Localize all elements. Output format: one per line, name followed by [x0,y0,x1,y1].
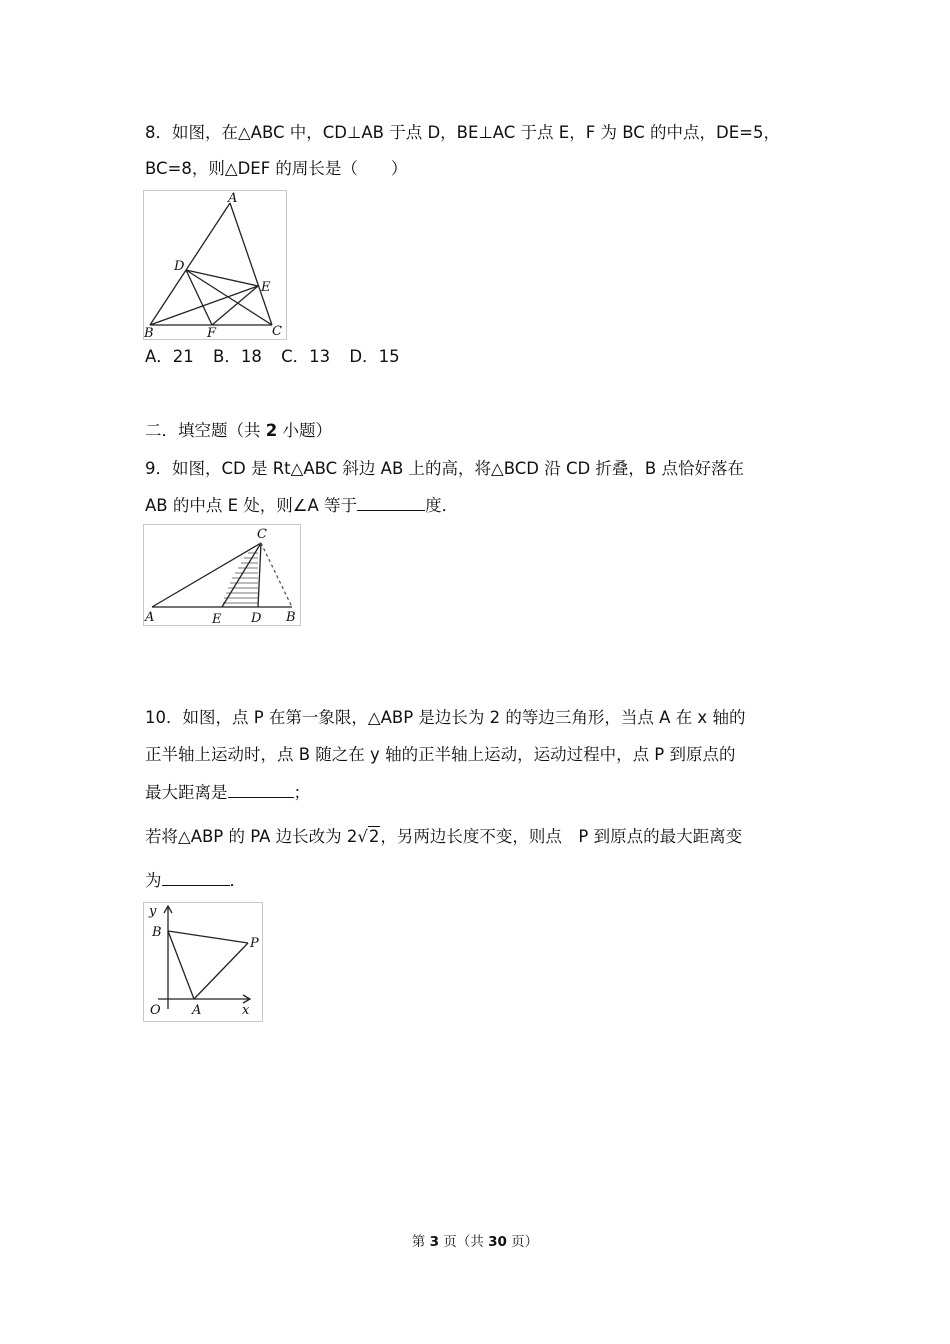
label-e: E [261,280,271,295]
q9-figure [143,524,301,626]
q9-line1: 9．如图，CD 是 Rt△ABC 斜边 AB 上的高，将△BCD 沿 CD 折叠，B 点恰好落在 [145,459,744,478]
q8-line1: 8．如图，在△ABC 中，CD⊥AB 于点 D，BE⊥AC 于点 E，F 为 BC 的中点，DE=5， [145,123,780,142]
q10-answer-blank-2[interactable] [162,869,230,886]
segment-ef [212,286,258,325]
label-d: D [251,611,262,625]
segment-bp [168,931,248,943]
option-d[interactable]: D．15 [349,347,400,366]
q10-line5: 为 ． [145,871,246,890]
label-f: F [207,326,217,339]
q9-line2: AB 的中点 E 处，则∠A 等于 度． [145,496,459,515]
page-total: 30 [488,1234,507,1250]
segment-de [186,270,258,286]
label-e: E [212,612,222,625]
q10-figure [143,902,263,1022]
option-c[interactable]: C．13 [281,347,331,366]
label-a: A [192,1003,202,1018]
label-b: B [144,326,154,339]
label-c: C [272,324,282,339]
label-b: B [286,610,296,625]
section-count: 2 [265,421,278,440]
segment-ac [152,543,261,607]
option-a[interactable]: A．21 [145,347,194,366]
segment-cb-dashed [261,543,292,607]
label-y: y [149,904,157,919]
segment-ba [168,931,194,999]
q10-answer-blank-1[interactable] [228,781,294,798]
q10-line1: 10．如图，点 P 在第一象限，△ABP 是边长为 2 的等边三角形，当点 A 在 x 轴的 [145,708,746,727]
page-footer: 第 3 页（共 30 页） [411,1234,539,1250]
q10-line2: 正半轴上运动时，点 B 随之在 y 轴的正半轴上运动，运动过程中，点 P 到原点的 [145,745,736,764]
segment-ce [222,543,261,607]
label-b: B [152,925,162,940]
section-heading: 二．填空题（共 2 小题） [145,421,332,440]
label-o: O [150,1003,161,1018]
segment-ap [194,943,248,999]
label-a: A [228,191,238,206]
q9-triangle-diagram [144,525,300,625]
label-p: P [250,936,259,951]
radicand: 2 [368,827,380,846]
radical-sign: √ [357,827,368,846]
segment-ac [230,203,272,325]
q9-answer-blank[interactable] [357,494,425,511]
q10-line4: 若将△ABP 的 PA 边长改为 2√2，另两边长度不变，则点 P 到原点的最大距离变 [145,827,743,846]
label-x: x [242,1003,250,1018]
q10-line3: 最大距离是 ； [145,783,310,802]
page-number: 3 [429,1234,439,1250]
label-a: A [145,610,155,625]
label-c: C [257,527,267,542]
q8-triangle-diagram [144,191,286,339]
q8-figure [143,190,287,340]
q10-coordinate-diagram [144,903,262,1021]
option-b[interactable]: B．18 [213,347,262,366]
q8-line2: BC=8，则△DEF 的周长是（ ） [145,159,408,178]
q8-options [145,346,414,368]
label-d: D [174,259,185,274]
segment-cd [258,543,261,607]
segment-ab [150,203,230,325]
